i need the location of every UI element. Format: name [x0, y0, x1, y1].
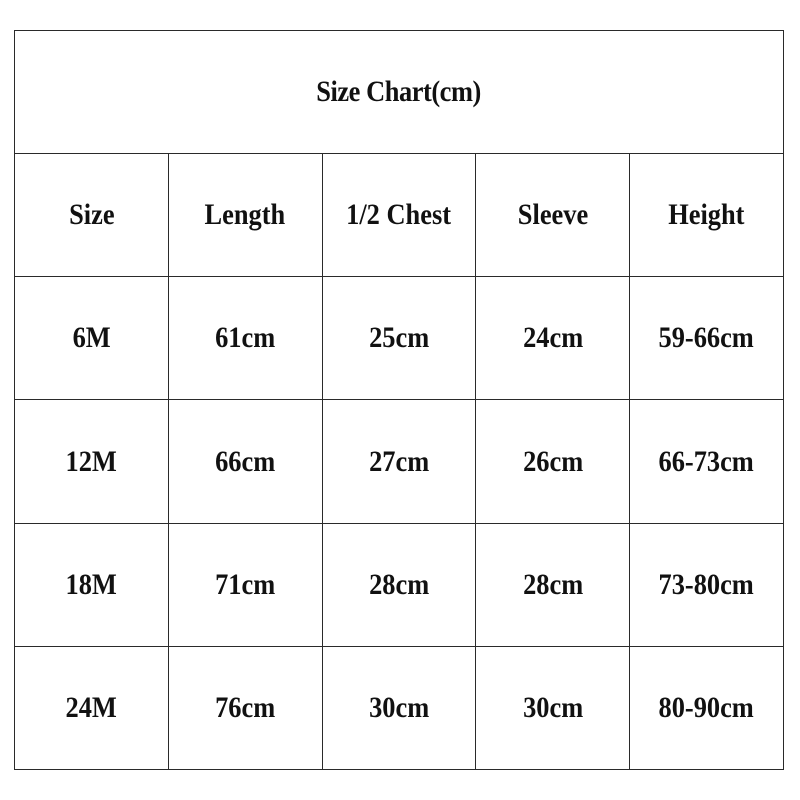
table-cell [476, 400, 630, 522]
table-cell [630, 524, 783, 646]
table-cell [169, 400, 323, 522]
cell-text: 71cm [215, 567, 276, 601]
header-cell-chest [323, 154, 477, 276]
table-row [15, 524, 783, 647]
table-cell [630, 647, 783, 769]
table-row [15, 277, 783, 400]
cell-text: 12M [65, 444, 118, 478]
header-label-length: Length [204, 198, 286, 232]
cell-text: 28cm [522, 567, 583, 601]
table-cell [630, 277, 783, 399]
cell-text: 18M [65, 567, 118, 601]
cell-text: 25cm [368, 321, 430, 355]
cell-text: 66-73cm [658, 444, 755, 478]
cell-text: 24M [65, 690, 118, 724]
header-cell-size [15, 154, 169, 276]
table-cell [476, 647, 630, 769]
cell-text: 28cm [368, 567, 430, 601]
table-row [15, 400, 783, 523]
table-cell [169, 277, 323, 399]
table-cell [15, 524, 169, 646]
table-cell [323, 277, 477, 399]
table-cell [15, 647, 169, 769]
table-cell [323, 400, 477, 522]
table-cell [169, 524, 323, 646]
cell-text: 66cm [215, 444, 276, 478]
header-label-size: Size [68, 198, 115, 232]
cell-text: 61cm [215, 321, 276, 355]
cell-text: 59-66cm [658, 321, 755, 355]
table-cell [323, 524, 477, 646]
header-label-height: Height [668, 198, 745, 232]
table-cell [476, 524, 630, 646]
table-cell [169, 647, 323, 769]
cell-text: 24cm [522, 321, 583, 355]
table-cell [15, 400, 169, 522]
table-cell [15, 277, 169, 399]
table-cell [323, 647, 477, 769]
header-cell-sleeve [476, 154, 630, 276]
table-cell [476, 277, 630, 399]
header-cell-height [630, 154, 783, 276]
cell-text: 27cm [368, 444, 430, 478]
cell-text: 26cm [522, 444, 583, 478]
size-chart-table [14, 30, 784, 770]
header-label-sleeve: Sleeve [517, 198, 588, 232]
header-row [15, 154, 783, 277]
table-row [15, 647, 783, 769]
cell-text: 80-90cm [658, 690, 755, 724]
cell-text: 6M [72, 321, 111, 355]
table-title-row [15, 31, 783, 154]
cell-text: 30cm [368, 690, 430, 724]
table-cell [630, 400, 783, 522]
table-title: Size Chart(cm) [316, 75, 482, 108]
header-cell-length [169, 154, 323, 276]
cell-text: 76cm [215, 690, 276, 724]
cell-text: 73-80cm [658, 567, 755, 601]
cell-text: 30cm [522, 690, 583, 724]
header-label-chest: 1/2 Chest [346, 198, 452, 232]
